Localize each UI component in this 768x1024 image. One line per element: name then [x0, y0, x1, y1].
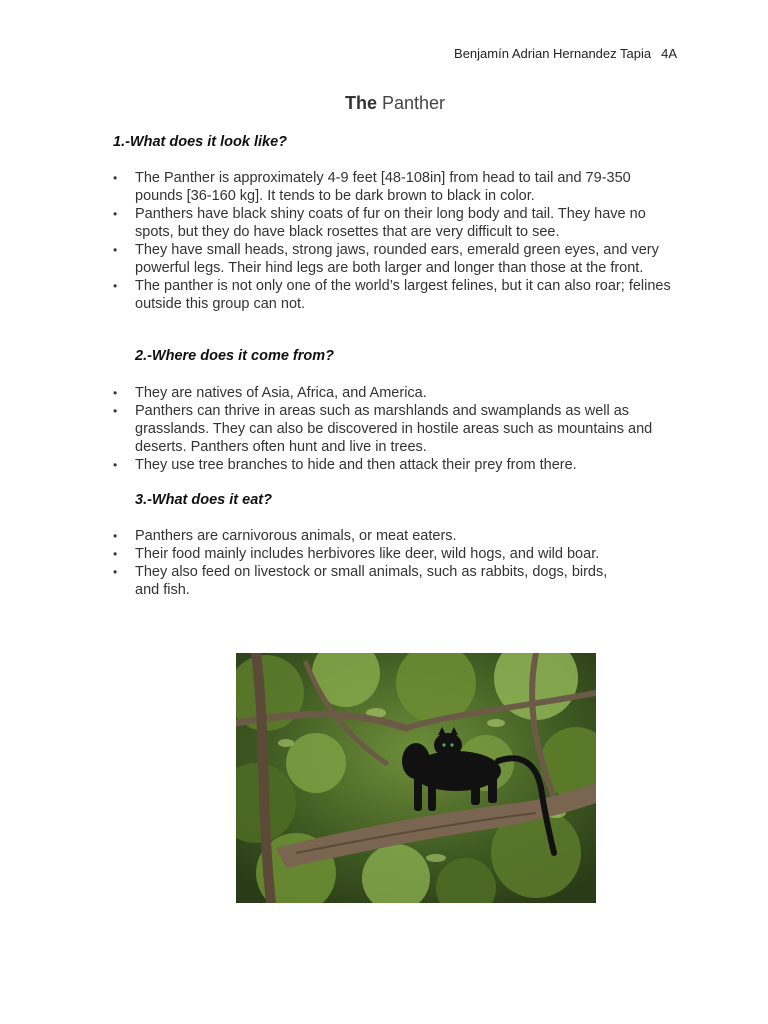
list-item: • Panthers can thrive in areas such as marshlands and swamplands as well as grasslands. They can also be discovered in hostile areas such as mountains and deserts. Panthers often hunt and live in trees.: [113, 402, 673, 456]
origin-list: [113, 384, 673, 474]
section-heading-diet: 3.-What does it eat?: [135, 492, 272, 508]
appearance-list: [113, 169, 673, 313]
section-heading-appearance: 1.-What does it look like?: [113, 134, 288, 150]
author-name: Benjamín Adrian Hernandez Tapia: [454, 46, 652, 61]
list-item: • They use tree branches to hide and then attack their prey from there.: [113, 456, 673, 474]
list-item: • They are natives of Asia, Africa, and America.: [113, 384, 673, 402]
section-heading-origin: 2.-Where does it come from?: [135, 348, 335, 364]
list-item: • Their food mainly includes herbivores like deer, wild hogs, and wild boar.: [113, 545, 633, 563]
list-item: • They have small heads, strong jaws, rounded ears, emerald green eyes, and very powerful legs. Their hind legs are both larger and longer than those at the front.: [113, 241, 673, 277]
list-item: • The Panther is approximately 4-9 feet [48-108in] from head to tail and 79-350 pounds [36-160 kg]. It tends to be dark brown to black in color.: [113, 169, 673, 205]
header-author-line: [454, 46, 677, 61]
grade-label: 4A: [661, 46, 677, 61]
page-title: [0, 93, 768, 114]
diet-list: [113, 527, 633, 599]
list-item: • The panther is not only one of the world’s largest felines, but it can also roar; felines outside this group can not.: [113, 277, 673, 313]
panther-photo: [236, 653, 596, 903]
list-item: • Panthers are carnivorous animals, or meat eaters.: [113, 527, 633, 545]
title-rest: Panther: [381, 93, 446, 113]
title-bold: The: [344, 93, 377, 113]
list-item: • They also feed on livestock or small animals, such as rabbits, dogs, birds, and fish.: [113, 563, 633, 599]
list-item: • Panthers have black shiny coats of fur on their long body and tail. They have no spots, but they do have black rosettes that are very difficult to see.: [113, 205, 673, 241]
